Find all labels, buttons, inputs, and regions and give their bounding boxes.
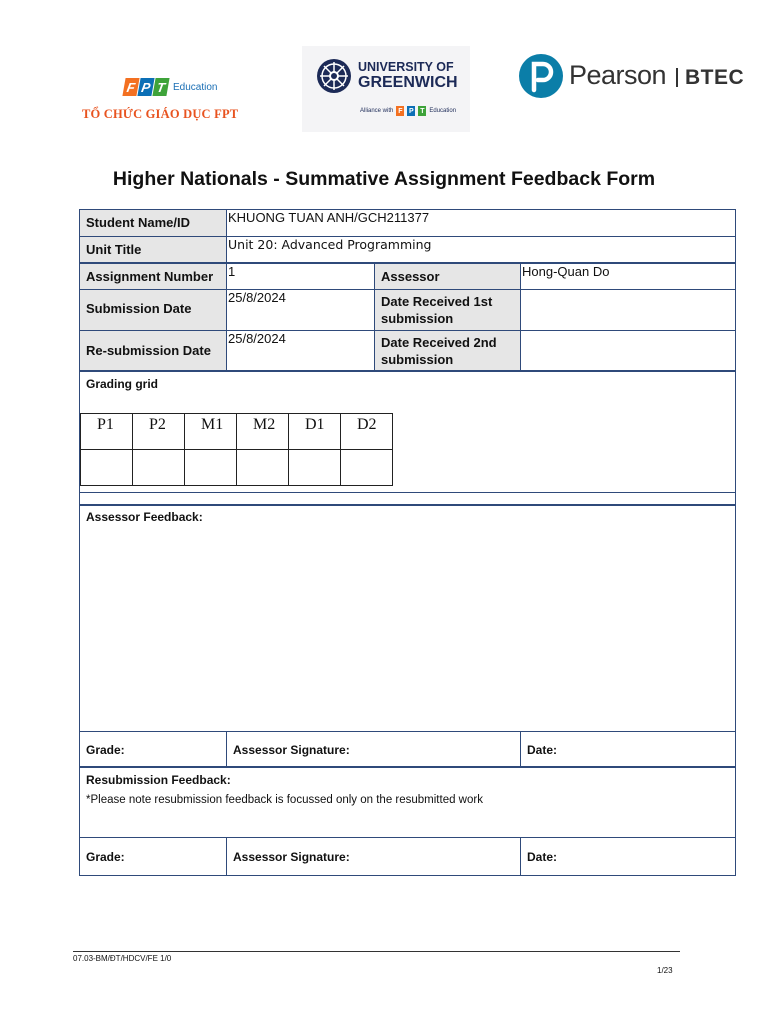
page-title: Higher Nationals - Summative Assignment Feedback Form <box>112 168 656 190</box>
resub-assessor-signature-label: Assessor Signature: <box>227 838 521 875</box>
resub-date-label: Date: <box>527 850 558 864</box>
greenwich-alliance <box>360 106 456 116</box>
unit-row <box>80 237 735 264</box>
resubmission-value: 25/8/2024 <box>227 331 375 370</box>
resubmission-label: Re-submission Date <box>80 331 227 370</box>
date-label: Date: <box>527 743 558 757</box>
grade-d2-cell[interactable] <box>341 450 393 486</box>
unit-value: Unit 20: Advanced Programming <box>228 237 432 252</box>
date-received-1-label: Date Received 1st submission <box>375 290 521 330</box>
student-value: KHUONG TUAN ANH/GCH211377 <box>228 210 430 225</box>
unit-label: Unit Title <box>80 237 227 262</box>
student-row <box>80 210 735 237</box>
fpt-education-logo <box>82 78 252 122</box>
date-received-1-value <box>521 290 735 330</box>
grade-p1-cell[interactable] <box>81 450 133 486</box>
grade-p2-header: P2 <box>133 414 185 450</box>
alliance-edu-text: Education <box>429 108 457 114</box>
grading-grid-section <box>80 372 735 506</box>
grading-grid-table <box>80 413 393 486</box>
grade-d2-header: D2 <box>341 414 393 450</box>
resub-grade-signature-row <box>80 838 735 875</box>
greenwich-name <box>358 60 458 90</box>
grading-grid-header-row <box>81 414 393 450</box>
assignment-label: Assignment Number <box>80 264 227 289</box>
fpt-letter-f: F <box>122 78 139 96</box>
grading-grid-label: Grading grid <box>86 377 158 391</box>
pearson-separator <box>676 68 678 87</box>
feedback-form <box>79 209 736 876</box>
resub-grade-label: Grade: <box>80 838 227 875</box>
fpt-letter-t: T <box>152 78 169 96</box>
greenwich-logo <box>302 46 470 132</box>
fpt-letter-p: P <box>137 78 154 96</box>
footer-document-code: 07.03-BM/ĐT/HDCV/FE 1/0 <box>73 954 172 963</box>
pearson-wordmark: Pearson <box>569 60 667 90</box>
alliance-fpt-t: T <box>420 107 425 115</box>
fpt-org-name: TỔ CHỨC GIÁO DỤC FPT <box>82 107 239 121</box>
grading-divider <box>80 492 735 493</box>
assessor-label: Assessor <box>375 264 521 289</box>
grading-grid-value-row <box>81 450 393 486</box>
resubmission-note: *Please note resubmission feedback is focussed only on the resubmitted work <box>86 794 483 806</box>
pearson-p-icon <box>519 54 563 98</box>
grade-m1-header: M1 <box>185 414 237 450</box>
footer-divider <box>73 951 680 952</box>
grade-d1-header: D1 <box>289 414 341 450</box>
assessor-feedback-section[interactable] <box>80 506 735 732</box>
date-received-2-value <box>521 331 735 370</box>
grade-signature-row <box>80 732 735 768</box>
fpt-mark <box>124 78 217 96</box>
resubmission-feedback-section[interactable] <box>80 768 735 838</box>
resubmission-row <box>80 331 735 372</box>
assessor-value: Hong-Quan Do <box>522 264 610 279</box>
footer-page-number: 1/23 <box>657 966 673 975</box>
grade-m1-cell[interactable] <box>185 450 237 486</box>
grade-p2-cell[interactable] <box>133 450 185 486</box>
greenwich-name-line1: UNIVERSITY OF <box>358 60 454 74</box>
assignment-value: 1 <box>227 264 375 289</box>
btec-wordmark: BTEC <box>685 66 745 89</box>
alliance-fpt-f: F <box>398 107 403 115</box>
greenwich-seal-icon <box>316 58 352 94</box>
assessor-feedback-label: Assessor Feedback: <box>86 510 203 524</box>
grade-m2-cell[interactable] <box>237 450 289 486</box>
grade-label: Grade: <box>80 732 227 766</box>
submission-value: 25/8/2024 <box>227 290 375 330</box>
pearson-btec-logo <box>519 54 745 100</box>
fpt-education-text: Education <box>173 81 218 93</box>
submission-row <box>80 290 735 331</box>
assessor-signature-label: Assessor Signature: <box>227 732 521 766</box>
grade-d1-cell[interactable] <box>289 450 341 486</box>
grade-m2-header: M2 <box>237 414 289 450</box>
greenwich-name-line2: GREENWICH <box>358 74 458 91</box>
date-received-2-label: Date Received 2nd submission <box>375 331 521 370</box>
assignment-row <box>80 264 735 290</box>
alliance-text: Alliance with <box>360 108 394 114</box>
grade-p1-header: P1 <box>81 414 133 450</box>
alliance-fpt-p: P <box>409 107 414 115</box>
resubmission-feedback-label: Resubmission Feedback: <box>86 773 231 787</box>
submission-label: Submission Date <box>80 290 227 330</box>
student-label: Student Name/ID <box>80 210 227 236</box>
